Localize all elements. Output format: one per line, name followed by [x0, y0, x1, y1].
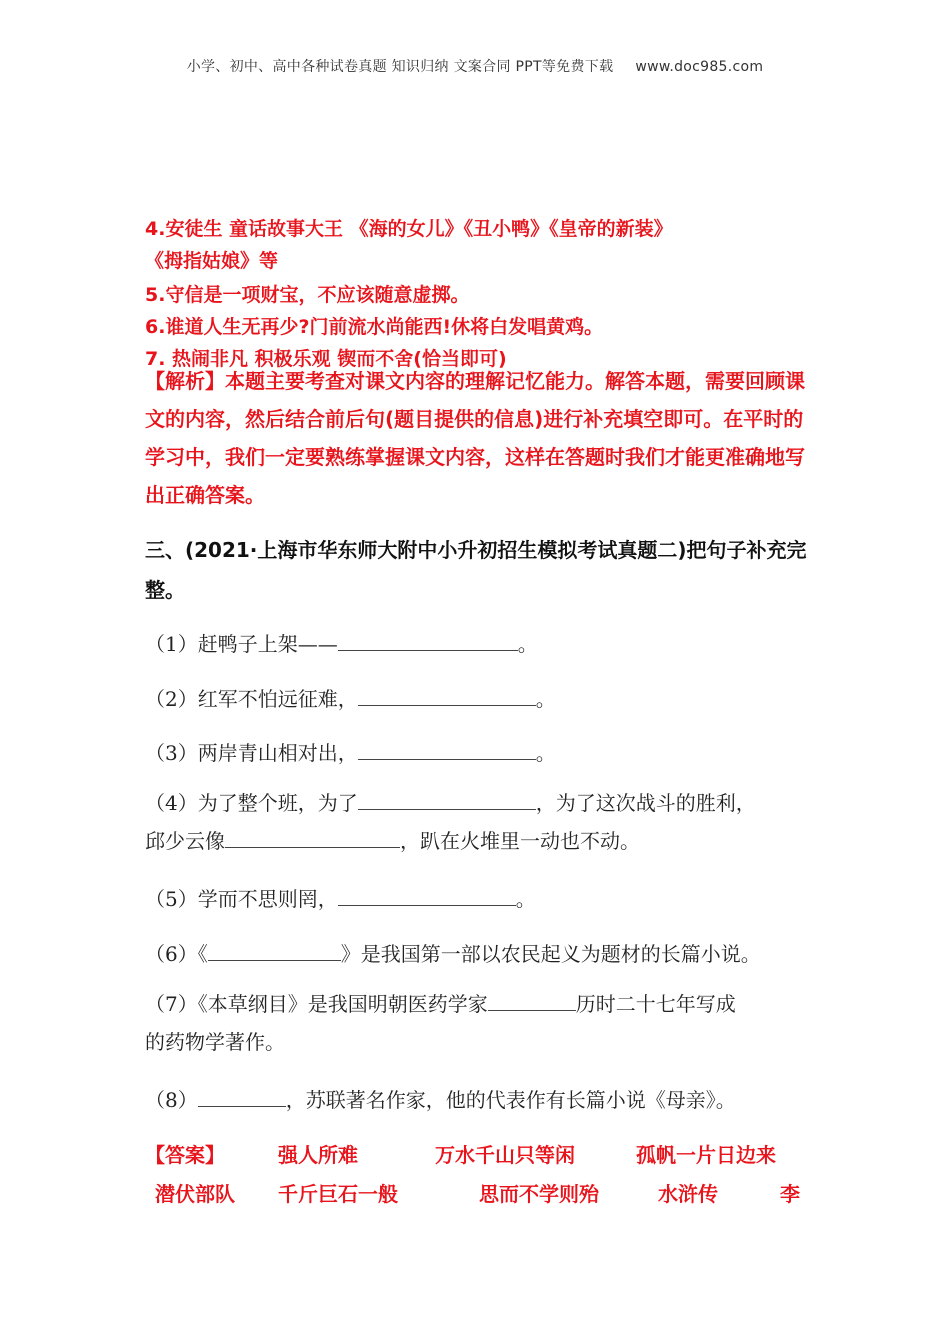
- question-8-end: ，苏联著名作家，他的代表作有长篇小说《母亲》。: [285, 1088, 736, 1112]
- question-6: [145, 938, 761, 967]
- question-3-text: （3）两岸青山相对出，: [145, 741, 358, 765]
- question-1: [145, 628, 538, 657]
- question-4-mid: ，为了这次战斗的胜利，: [535, 791, 756, 815]
- blank-3[interactable]: [358, 741, 536, 760]
- header-text: 小学、初中、高中各种试卷真题 知识归纳 文案合同 PPT等免费下载: [186, 59, 614, 75]
- blank-6[interactable]: [208, 942, 341, 961]
- question-5-text: （5）学而不思则罔，: [145, 887, 338, 911]
- question-1-text: （1）赶鸭子上架——: [145, 632, 338, 656]
- answer-line-6: 6.谁道人生无再少?门前流水尚能西!休将白发唱黄鸡。: [145, 316, 604, 338]
- question-5: [145, 883, 536, 912]
- answer-key-item: 孤帆一片日边来: [636, 1143, 776, 1167]
- question-2: [145, 683, 556, 712]
- blank-4b[interactable]: [225, 829, 400, 848]
- question-8-text: （8）: [145, 1088, 198, 1112]
- question-4-text-2: 邱少云像: [145, 829, 225, 853]
- blank-7[interactable]: [488, 992, 576, 1011]
- question-1-end: 。: [517, 632, 538, 656]
- blank-1[interactable]: [338, 632, 518, 651]
- question-6-text: （6）《: [145, 942, 208, 966]
- question-3-end: 。: [535, 741, 556, 765]
- question-6-end: 》是我国第一部以农民起义为题材的长篇小说。: [340, 942, 761, 966]
- answer-key-item: 水浒传: [658, 1182, 718, 1206]
- blank-2[interactable]: [358, 687, 536, 706]
- answer-line-7: 7. 热闹非凡 积极乐观 锲而不舍(恰当即可): [145, 348, 507, 370]
- analysis-paragraph: 【解析】本题主要考查对课文内容的理解记忆能力。解答本题，需要回顾课文的内容，然后结合前后句(题目提供的信息)进行补充填空即可。在平时的学习中，我们一定要熟练掌握课文内容，这样在答题时我们才能更准确地写出正确答案。: [145, 369, 805, 507]
- question-2-text: （2）红军不怕远征难，: [145, 687, 358, 711]
- answer-key-item: 潜伏部队: [155, 1182, 235, 1206]
- header-site[interactable]: www.doc985.com: [635, 59, 764, 75]
- section-title: 三、(2021·上海市华东师大附中小升初招生模拟考试真题二)把句子补充完整。: [145, 538, 807, 602]
- answer-key-label: 【答案】: [145, 1143, 225, 1167]
- question-2-end: 。: [535, 687, 556, 711]
- blank-4a[interactable]: [358, 791, 536, 810]
- question-3: [145, 737, 556, 766]
- question-4-text: （4）为了整个班，为了: [145, 791, 358, 815]
- answer-key-item: 思而不学则殆: [479, 1182, 599, 1206]
- answer-line-5: 5.守信是一项财宝，不应该随意虚掷。: [145, 284, 470, 306]
- question-7-end: 的药物学著作。: [145, 1030, 285, 1054]
- page-header: [0, 56, 950, 76]
- question-4-end: ，趴在火堆里一动也不动。: [400, 829, 640, 853]
- question-7-mid: 历时二十七年写成: [575, 992, 736, 1016]
- answer-key-item: 千斤巨石一般: [278, 1182, 398, 1206]
- blank-5[interactable]: [338, 887, 516, 906]
- blank-8[interactable]: [198, 1088, 286, 1107]
- question-4: [145, 784, 825, 860]
- question-7: [145, 985, 825, 1061]
- answer-key-item: 万水千山只等闲: [435, 1143, 575, 1167]
- question-7-text: （7）《本草纲目》是我国明朝医药学家: [145, 992, 488, 1016]
- answer-key-item: 强人所难: [278, 1143, 358, 1167]
- question-5-end: 。: [515, 887, 536, 911]
- answer-line-4-cont: 《拇指姑娘》等: [145, 250, 279, 272]
- answer-line-4: 4.安徒生 童话故事大王 《海的女儿》《丑小鸭》《皇帝的新装》: [145, 218, 673, 240]
- question-8: [145, 1084, 736, 1113]
- answer-key-item: 李: [780, 1182, 800, 1206]
